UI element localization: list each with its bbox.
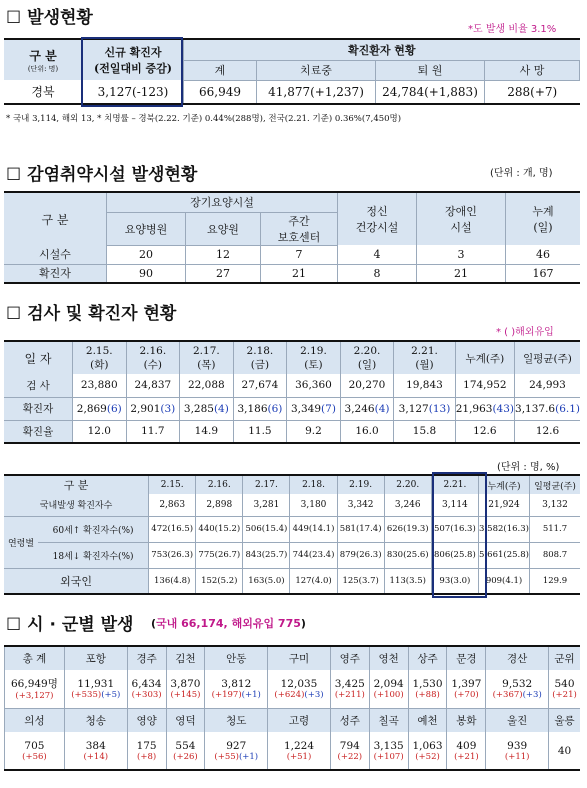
domestic-cell: 3,281 — [243, 494, 290, 516]
city-name-cell: 영양 — [127, 708, 166, 732]
foreigner-cell: 909(4.1) — [479, 568, 530, 594]
city-name-cell: 포항 — [64, 646, 127, 670]
rate-cell: 15.8 — [394, 420, 455, 443]
confirmed-cell — [455, 397, 514, 420]
city-value-cell — [330, 670, 369, 708]
header-day-care: 주간 보호센터 — [261, 212, 338, 245]
header-mental-health: 정신 건강시설 — [338, 192, 417, 245]
city-name-cell: 예천 — [408, 708, 447, 732]
domestic-cell: 3,246 — [384, 494, 431, 516]
cell: 7 — [261, 245, 338, 264]
foreigner-cell: 113(3.5) — [384, 568, 431, 594]
city-name-cell: 상주 — [408, 646, 447, 670]
city-total: 554 — [175, 739, 196, 752]
age60-cell: 626(19.3) — [384, 516, 431, 542]
overseas-note: * ( )해외유입 — [496, 327, 554, 338]
confirmed-value: 3,127 — [398, 402, 429, 415]
city-increase: (+26) — [173, 751, 198, 762]
confirmed-cell — [73, 397, 127, 420]
age18-cell: 744(23.4) — [290, 542, 337, 568]
confirmed-value: 3,349 — [290, 402, 322, 415]
overseas-value: (6.1) — [555, 402, 580, 415]
date-col: 2.21. (월) — [394, 341, 455, 374]
age18-cell: 5,661(25.8) — [479, 542, 530, 568]
date-col: 2.19. (토) — [287, 341, 341, 374]
age18-cell: 806(25.8) — [431, 542, 478, 568]
city-increase: (+14) — [83, 751, 109, 762]
city-increase: (+22) — [337, 751, 363, 762]
header-deaths: 사 망 — [485, 60, 580, 80]
test-count-cell: 27,674 — [233, 374, 287, 397]
cell: 90 — [107, 264, 186, 283]
test-count-cell: 23,880 — [73, 374, 127, 397]
foreigner-cell: 152(5.2) — [196, 568, 243, 594]
city-total: 9,532 — [502, 677, 533, 690]
foreigner-cell: 125(3.7) — [337, 568, 384, 594]
city-name-cell: 의성 — [5, 708, 65, 732]
city-increase: (+21) — [454, 751, 479, 762]
section5-title: ☐ 시 · 군별 발생 — [6, 615, 134, 635]
overseas-value: (4) — [213, 402, 229, 415]
city-total: 3,812 — [221, 677, 252, 690]
header-new-cases: 신규 확진자 (전일대비 증감) — [83, 39, 184, 80]
foreigner-cell: 136(4.8) — [149, 568, 196, 594]
overseas-value: (13) — [428, 402, 451, 415]
age60-cell: 506(15.4) — [243, 516, 290, 542]
date-col: 2.15. (화) — [73, 341, 127, 374]
confirmed-cell — [394, 397, 455, 420]
city-name-cell: 고령 — [268, 708, 331, 732]
cell: 21 — [261, 264, 338, 283]
age18-cell: 830(25.6) — [384, 542, 431, 568]
city-overseas: (+5) — [101, 689, 121, 700]
test-count-cell: 22,088 — [180, 374, 234, 397]
cell: 3 — [417, 245, 506, 264]
overseas-value: (43) — [492, 402, 515, 415]
city-overseas: (+1) — [238, 751, 259, 762]
city-value-cell — [268, 732, 331, 770]
city-total: 3,425 — [334, 677, 365, 690]
header-average: 일평균(주) — [515, 341, 580, 374]
date-col: 2.15. — [149, 475, 196, 494]
cell: 4 — [338, 245, 417, 264]
date-col: 2.18. — [290, 475, 337, 494]
city-total: 12,035 — [280, 677, 318, 690]
city-value-cell — [549, 732, 580, 770]
header-nursing-home: 요양원 — [186, 212, 261, 245]
confirmed-cell — [180, 397, 234, 420]
city-value-cell — [127, 732, 166, 770]
city-total: 40 — [557, 744, 572, 757]
header-gubun: 구 분 — [4, 192, 107, 245]
foreigner-cell: 163(5.0) — [243, 568, 290, 594]
city-value-cell — [486, 670, 549, 708]
cell: 20 — [107, 245, 186, 264]
header-average: 일평균(주) — [530, 475, 581, 494]
city-name-cell: 안동 — [205, 646, 268, 670]
city-name-cell: 봉화 — [447, 708, 486, 732]
age60-cell: 581(17.4) — [337, 516, 384, 542]
city-value-cell — [549, 670, 580, 708]
confirmed-cell — [126, 397, 180, 420]
city-value-cell — [447, 732, 486, 770]
city-name-cell: 영덕 — [166, 708, 205, 732]
overseas-value: (4) — [374, 402, 390, 415]
rate-cell: 12.6 — [455, 420, 514, 443]
confirmed-value: 3,137.6 — [515, 402, 556, 415]
city-total: 66,949명 — [11, 678, 58, 691]
city-increase: (+55) — [214, 751, 239, 762]
city-increase: (+88) — [415, 689, 440, 700]
city-value-cell — [166, 732, 205, 770]
city-overseas: (+1) — [241, 689, 261, 700]
header-status: 확진환자 현황 — [184, 39, 580, 60]
header-total: 계 — [184, 60, 257, 80]
domestic-cell: 2,898 — [196, 494, 243, 516]
city-increase: (+8) — [137, 751, 157, 762]
row-label: 확진자 — [4, 264, 107, 283]
age18-cell: 753(26.3) — [149, 542, 196, 568]
test-count-cell: 24,993 — [515, 374, 580, 397]
city-increase: (+107) — [373, 751, 404, 762]
confirmed-cell — [515, 397, 580, 420]
age60-cell: 440(15.2) — [196, 516, 243, 542]
city-total: 384 — [85, 739, 106, 752]
domestic-cell: 3,132 — [530, 494, 581, 516]
city-increase: (+624) — [274, 689, 305, 700]
header-long-term-care: 장기요양시설 — [107, 192, 338, 212]
region-cell: 경북 — [4, 80, 83, 104]
domestic-cell: 3,180 — [290, 494, 337, 516]
city-total: 3,135 — [373, 739, 404, 752]
city-total: 409 — [456, 739, 477, 752]
cell: 12 — [186, 245, 261, 264]
city-name-cell: 성주 — [330, 708, 369, 732]
row-label-confirmed: 확진자 — [4, 397, 73, 420]
city-value-cell — [369, 732, 408, 770]
header-treating: 치료중 — [257, 60, 376, 80]
city-total: 11,931 — [77, 677, 115, 690]
date-col: 2.21. — [431, 475, 478, 494]
city-table — [4, 645, 580, 771]
header-nursing-hospital: 요양병원 — [107, 212, 186, 245]
city-increase: (+11) — [504, 751, 530, 762]
test-count-cell: 24,837 — [126, 374, 180, 397]
city-increase: (+52) — [415, 751, 440, 762]
city-total: 540 — [554, 677, 575, 690]
city-total: 2,094 — [373, 677, 404, 690]
age60-cell: 449(14.1) — [290, 516, 337, 542]
rate-cell: 12.6 — [515, 420, 580, 443]
overseas-value: (7) — [321, 402, 336, 415]
header-date: 일 자 — [4, 341, 73, 374]
overseas-value: (6) — [106, 402, 122, 415]
date-col: 2.19. — [337, 475, 384, 494]
cell: 27 — [186, 264, 261, 283]
city-total: 927 — [226, 739, 247, 752]
city-increase: (+303) — [131, 689, 162, 700]
header-cumulative: 누계(주) — [455, 341, 514, 374]
section3-title: ☐ 검사 및 확진자 현황 — [6, 304, 177, 324]
age18-cell: 808.7 — [530, 542, 581, 568]
confirmed-cell — [287, 397, 341, 420]
city-value-cell — [486, 732, 549, 770]
city-value-cell — [127, 670, 166, 708]
row-label-test: 검 사 — [4, 374, 73, 397]
header-cumulative: 누계 (일) — [506, 192, 581, 245]
rate-cell: 12.0 — [73, 420, 127, 443]
rate-cell: 14.9 — [180, 420, 234, 443]
age60-cell: 3,582(16.3) — [479, 516, 530, 542]
foreigner-cell: 129.9 — [530, 568, 581, 594]
test-count-cell: 20,270 — [340, 374, 394, 397]
city-value-cell — [5, 670, 65, 708]
city-increase: (+535) — [71, 689, 102, 700]
facility-table — [4, 191, 580, 284]
age18-cell: 775(26.7) — [196, 542, 243, 568]
status-table — [4, 38, 580, 105]
city-name-cell: 문경 — [447, 646, 486, 670]
city-total: 6,434 — [131, 677, 162, 690]
confirmed-cell — [233, 397, 287, 420]
cell: 167 — [532, 266, 554, 280]
city-value-cell — [330, 732, 369, 770]
header-discharged: 퇴 원 — [376, 60, 485, 80]
date-col: 2.20. (일) — [340, 341, 394, 374]
rate-cell: 16.0 — [340, 420, 394, 443]
treating-cell: 41,877(+1,237) — [257, 80, 376, 104]
confirmed-value: 2,901 — [130, 402, 161, 415]
age60-cell: 511.7 — [530, 516, 581, 542]
city-name-cell: 김천 — [166, 646, 205, 670]
date-col: 2.16. — [196, 475, 243, 494]
city-value-cell — [64, 670, 127, 708]
header-gubun: 구 분 (단위: 명) — [4, 39, 83, 80]
cell: 8 — [338, 264, 417, 283]
age18-cell: 879(26.3) — [337, 542, 384, 568]
foreigner-cell: 127(4.0) — [290, 568, 337, 594]
city-total: 705 — [24, 739, 45, 752]
row-label: 시설수 — [4, 245, 107, 264]
rate-cell: 11.5 — [233, 420, 287, 443]
city-name-cell: 총 계 — [5, 646, 65, 670]
city-increase: (+197) — [211, 689, 242, 700]
city-total: 1,530 — [412, 677, 443, 690]
row-label-60: 60세↑ 확진자수(%) — [38, 516, 149, 542]
city-name-cell: 칠곡 — [369, 708, 408, 732]
section1-title: ☐ 발생현황 — [6, 8, 93, 28]
cell: 46 — [536, 247, 550, 261]
city-name-cell: 경산 — [486, 646, 549, 670]
section2-unit: (단위 : 개, 명) — [490, 168, 553, 179]
city-value-cell — [166, 670, 205, 708]
date-col: 2.18. (금) — [233, 341, 287, 374]
date-col: 2.17. (목) — [180, 341, 234, 374]
rate-note: *도 발생 비율 3.1% — [468, 24, 557, 35]
date-col: 2.16. (수) — [126, 341, 180, 374]
section5-subtitle: (국내 66,174, 해외유입 775) — [151, 617, 306, 630]
section4-unit: (단위 : 명, %) — [497, 462, 560, 473]
city-value-cell — [408, 732, 447, 770]
city-total: 794 — [339, 739, 360, 752]
test-count-cell: 36,360 — [287, 374, 341, 397]
confirmed-value: 3,186 — [237, 402, 268, 415]
deaths-cell: 288(+7) — [485, 80, 580, 104]
rate-cell: 9.2 — [287, 420, 341, 443]
header-disabled: 장애인 시설 — [417, 192, 506, 245]
cell: 21 — [417, 264, 506, 283]
overseas-value: (6) — [267, 402, 283, 415]
city-name-cell: 구미 — [268, 646, 331, 670]
row-label-foreigner: 외국인 — [4, 568, 149, 594]
city-increase: (+3,127) — [15, 691, 54, 702]
city-name-cell: 군위 — [549, 646, 580, 670]
city-overseas: (+3) — [304, 689, 324, 700]
city-total: 175 — [136, 739, 157, 752]
city-increase: (+70) — [454, 689, 479, 700]
city-name-cell: 영주 — [330, 646, 369, 670]
city-value-cell — [369, 670, 408, 708]
city-increase: (+21) — [552, 689, 577, 700]
confirmed-value: 3,246 — [344, 402, 375, 415]
test-count-cell: 19,843 — [394, 374, 455, 397]
city-value-cell — [205, 732, 268, 770]
city-overseas: (+3) — [522, 689, 542, 700]
city-name-cell: 울진 — [486, 708, 549, 732]
row-label-domestic: 국내발생 확진자수 — [4, 494, 149, 516]
section2-title: ☐ 감염취약시설 발생현황 — [6, 165, 198, 185]
city-value-cell — [205, 670, 268, 708]
domestic-cell: 3,342 — [337, 494, 384, 516]
city-total: 3,870 — [170, 677, 201, 690]
city-increase: (+100) — [373, 689, 404, 700]
city-value-cell — [408, 670, 447, 708]
domestic-cell: 21,924 — [479, 494, 530, 516]
overseas-value: (3) — [160, 402, 176, 415]
city-total: 1,063 — [412, 739, 443, 752]
row-label-18: 18세↓ 확진자수(%) — [38, 542, 149, 568]
row-label-rate: 확진율 — [4, 420, 73, 443]
discharged-cell: 24,784(+1,883) — [376, 80, 485, 104]
city-increase: (+56) — [22, 751, 47, 762]
city-increase: (+145) — [170, 689, 201, 700]
city-increase: (+367) — [492, 689, 523, 700]
date-col: 2.17. — [243, 475, 290, 494]
city-total: 939 — [507, 739, 528, 752]
rate-cell: 11.7 — [126, 420, 180, 443]
domestic-cell: 3,114 — [431, 494, 478, 516]
confirmed-value: 21,963 — [455, 402, 493, 415]
new-cases-cell: 3,127(-123) — [97, 84, 169, 99]
total-cell: 66,949 — [184, 80, 257, 104]
age-table — [4, 474, 580, 595]
city-total: 1,224 — [283, 739, 315, 752]
city-name-cell: 영천 — [369, 646, 408, 670]
domestic-cell: 2,863 — [149, 494, 196, 516]
confirmed-value: 3,285 — [183, 402, 214, 415]
city-value-cell — [5, 732, 65, 770]
age60-cell: 472(16.5) — [149, 516, 196, 542]
city-name-cell: 경주 — [127, 646, 166, 670]
age60-cell: 507(16.3) — [431, 516, 478, 542]
age18-cell: 843(25.7) — [243, 542, 290, 568]
city-name-cell: 청송 — [64, 708, 127, 732]
confirmed-cell — [340, 397, 394, 420]
date-col: 2.20. — [384, 475, 431, 494]
city-increase: (+51) — [286, 751, 312, 762]
city-name-cell: 울릉 — [549, 708, 580, 732]
city-value-cell — [447, 670, 486, 708]
city-total: 1,397 — [451, 677, 482, 690]
city-name-cell: 청도 — [205, 708, 268, 732]
age-group-label: 연령별 — [4, 516, 38, 568]
header-gubun: 구 분 — [4, 475, 149, 494]
city-increase: (+211) — [334, 689, 365, 700]
test-table — [4, 340, 580, 444]
foreigner-cell: 93(3.0) — [431, 568, 478, 594]
header-cumulative: 누계(주) — [479, 475, 530, 494]
test-count-cell: 174,952 — [455, 374, 514, 397]
footnote: * 국내 3,114, 해외 13, * 치명률 – 경북(2.22. 기준) 0.44%(288명), 전국(2.21. 기준) 0.36%(7,450명) — [6, 114, 402, 124]
city-value-cell — [64, 732, 127, 770]
confirmed-value: 2,869 — [76, 402, 107, 415]
city-value-cell — [268, 670, 331, 708]
